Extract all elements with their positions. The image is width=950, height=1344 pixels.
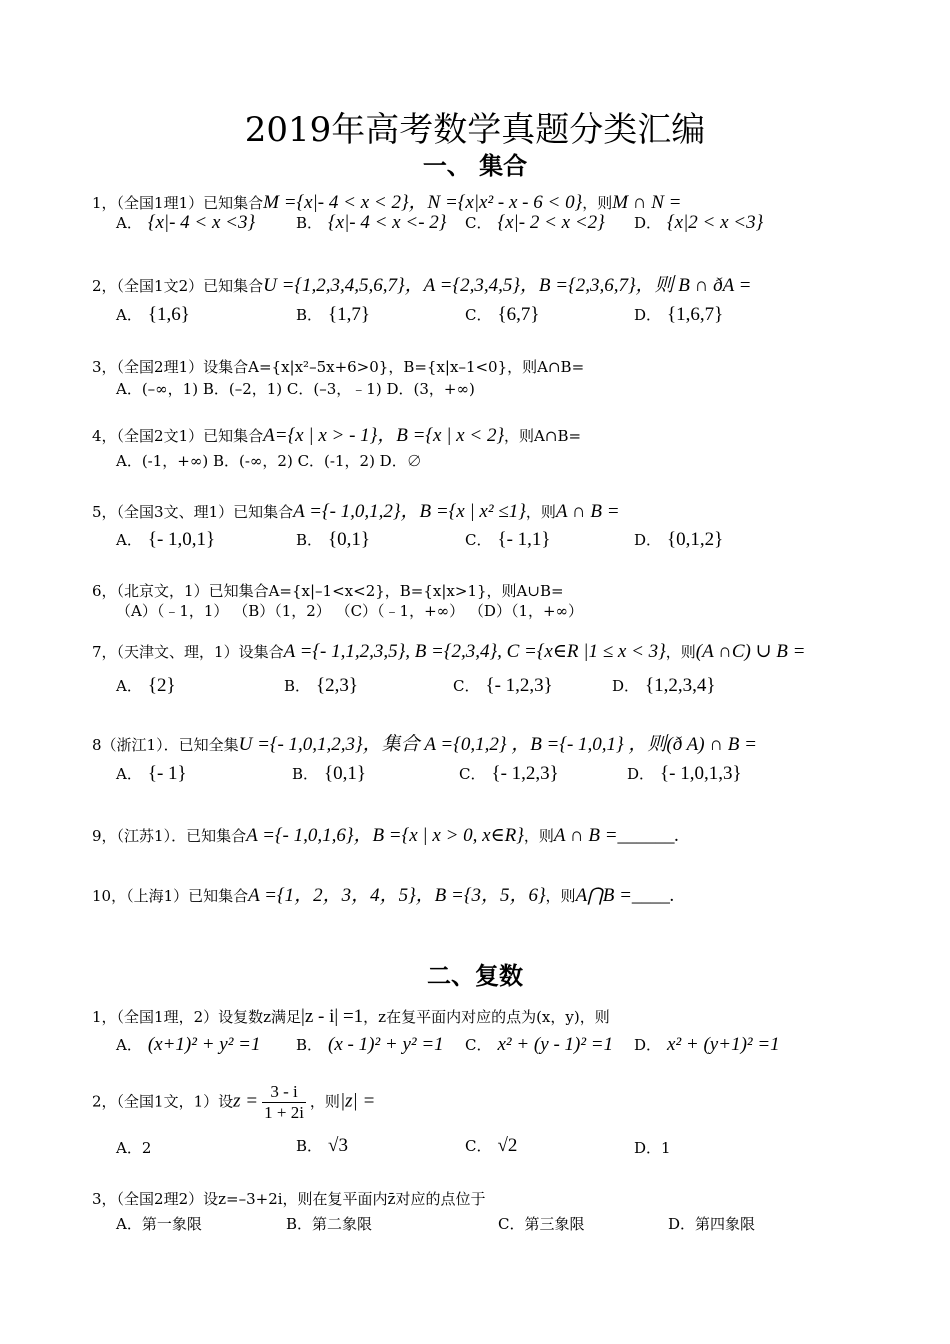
- option-b: B． {x|- 4 < x <- 2}: [296, 212, 447, 233]
- question-9-stem: 9，（江苏1）．已知集合A ={- 1,0,1,6}，B ={x | x > 0, x∈R}，则A ∩ B =______.: [92, 825, 680, 846]
- question-4-options: A．(-1，+∞) B．(-∞，2) C．(-1，2) D．∅: [116, 452, 422, 470]
- option-c: C． {6,7}: [465, 304, 540, 325]
- option-b: B． {2,3}: [284, 675, 359, 696]
- question-tail: ，则: [582, 194, 613, 212]
- option-a: A．第一象限: [116, 1215, 202, 1233]
- fraction: $\frac{3 - i}{1 + 2i}$: [264, 1082, 304, 1122]
- option-a: A． {1,6}: [116, 304, 190, 325]
- question-math: M ={x|- 4 < x < 2}，N ={x|x² - x - 6 < 0}: [263, 192, 583, 213]
- option-b: B．第二象限: [286, 1215, 373, 1233]
- page-title: 2019年高考数学真题分类汇编: [244, 110, 706, 150]
- option-a: A． {2}: [116, 675, 176, 696]
- option-a: A． {- 1,0,1}: [116, 529, 216, 550]
- section-heading-sets: 一、 集合: [422, 151, 528, 180]
- option-c: C． {- 1,2,3}: [453, 675, 553, 696]
- option-b: B． {0,1}: [292, 763, 367, 784]
- option-a: A． (x+1)² + y² =1: [116, 1034, 261, 1055]
- question-6-options: （A）（﹣1，1） （B）（1，2） （C）（﹣1，+∞） （D）（1，+∞）: [116, 602, 584, 620]
- question-1-stem: [92, 187, 682, 214]
- option-c: C． {x|- 2 < x <2}: [465, 212, 605, 233]
- question-3-stem: 3，（全国2理1）设集合A={x|x²–5x+6>0}，B={x|x–1<0}，则A∩B=: [92, 358, 585, 376]
- question-3-options: A．(–∞，1) B．(–2，1) C．(–3，﹣1) D．(3，+∞): [116, 380, 475, 398]
- option-b: B． {0,1}: [296, 529, 371, 550]
- option-a: A． {x|- 4 < x <3}: [116, 212, 256, 233]
- option-d: D． {1,6,7}: [634, 304, 724, 325]
- option-d: D．第四象限: [668, 1215, 756, 1233]
- question-text: （全国1理1）已知集合: [116, 194, 264, 212]
- option-a: A． {- 1}: [116, 763, 187, 784]
- option-b: B． √3: [296, 1135, 348, 1156]
- question-5-stem: 5，（全国3文、理1）已知集合A ={- 1,0,1,2}，B ={x | x² ≤1}，则A ∩ B =: [92, 501, 620, 522]
- option-b: B． {1,7}: [296, 304, 371, 325]
- complex-question-2-stem: 2，（全国1文，1）设z = $\frac{3 - i}{1 + 2i}$ ，则|z| =: [92, 1082, 376, 1122]
- option-c: C． √2: [465, 1135, 518, 1156]
- option-c: C． {- 1,1}: [465, 529, 551, 550]
- question-8-stem: 8（浙江1）．已知全集U ={- 1,0,1,2,3}，集合 A ={0,1,2} ，B ={- 1,0,1} ，则(ð A) ∩ B =: [92, 734, 757, 755]
- option-c: C． {- 1,2,3}: [459, 763, 559, 784]
- option-a: A．2: [116, 1139, 152, 1157]
- complex-question-3-stem: 3，（全国2理2）设z=–3+2i，则在复平面内z̄对应的点位于: [92, 1190, 486, 1208]
- option-d: D． {- 1,0,1,3}: [627, 763, 742, 784]
- option-d: D． {x|2 < x <3}: [634, 212, 764, 233]
- question-number: 1，: [92, 194, 117, 212]
- question-10-stem: 10，（上海1）已知集合A ={1，2，3，4，5}，B ={3，5，6}，则A⋂B =____.: [92, 885, 675, 906]
- option-d: D． {1,2,3,4}: [612, 675, 716, 696]
- question-6-stem: 6，（北京文，1）已知集合A={x|–1<x<2}，B={x|x>1}，则A∪B=: [92, 582, 564, 600]
- option-b: B． (x - 1)² + y² =1: [296, 1034, 444, 1055]
- option-d: D．1: [634, 1139, 671, 1157]
- option-c: C． x² + (y - 1)² =1: [465, 1034, 614, 1055]
- question-tail-math: M ∩ N =: [612, 192, 682, 213]
- question-2-stem: 2，（全国1文2）已知集合U ={1,2,3,4,5,6,7}，A ={2,3,4,5}，B ={2,3,6,7}，则 B ∩ ðA =: [92, 275, 752, 296]
- complex-question-1-stem: 1，（全国1理，2）设复数z满足|z - i| =1，z在复平面内对应的点为(x，y)，则: [92, 1006, 610, 1027]
- option-c: C．第三象限: [498, 1215, 585, 1233]
- question-7-stem: 7，（天津文、理，1）设集合A ={- 1,1,2,3,5}, B ={2,3,4}, C ={x∈R |1 ≤ x < 3}，则(A ∩C) ∪ B =: [92, 641, 806, 662]
- option-d: D． {0,1,2}: [634, 529, 724, 550]
- section-heading-complex: 二、复数: [427, 961, 523, 990]
- question-4-stem: 4，（全国2文1）已知集合A={x | x > - 1}，B ={x | x < 2}，则A∩B=: [92, 425, 582, 446]
- option-d: D． x² + (y+1)² =1: [634, 1034, 780, 1055]
